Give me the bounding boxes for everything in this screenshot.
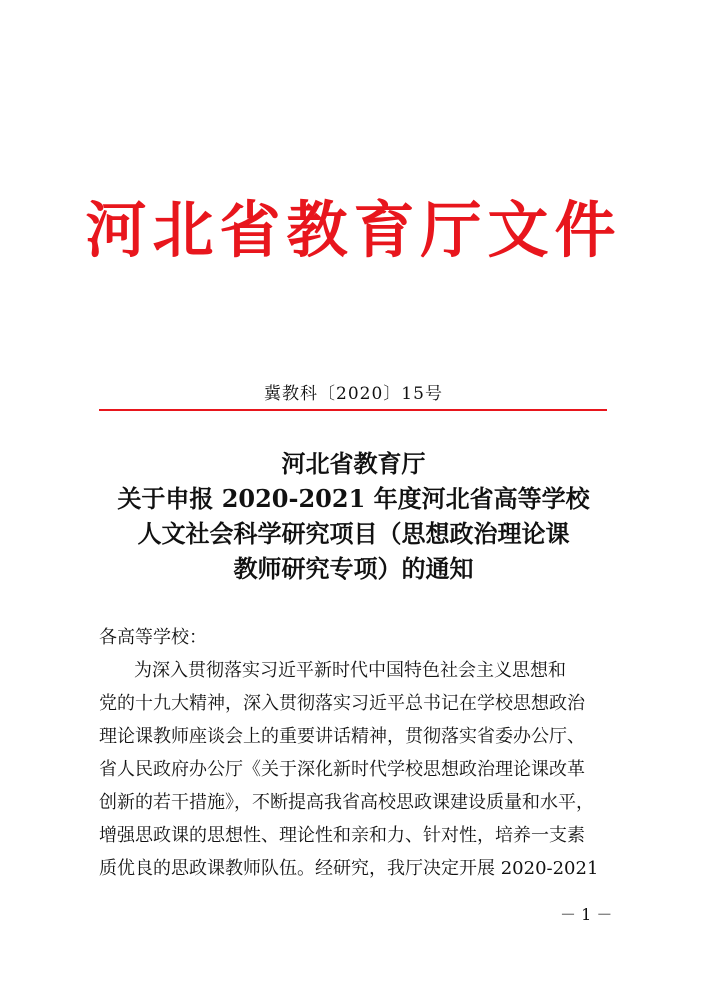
title-line-2: 关于申报 2020-2021 年度河北省高等学校	[117, 484, 590, 513]
body-line-4: 省人民政府办公厅《关于深化新时代学校思想政治理论课改革	[99, 759, 585, 780]
body-line-7: 质优良的思政课教师队伍。经研究，我厅决定开展 2020-2021	[99, 858, 599, 879]
title-line-3: 人文社会科学研究项目（思想政治理论课	[137, 519, 570, 548]
title-line-4: 教师研究专项）的通知	[233, 554, 474, 583]
salutation: 各高等学校：	[99, 627, 207, 648]
body-line-1: 为深入贯彻落实习近平新时代中国特色社会主义思想和	[134, 660, 566, 681]
red-divider-rule	[99, 409, 607, 411]
body-line-5: 创新的若干措施》，不断提高我省高校思政课建设质量和水平，	[99, 792, 594, 813]
notice-title	[80, 446, 627, 586]
document-number: 冀教科〔2020〕15号	[264, 384, 443, 404]
masthead-title: 河北省教育厅文件	[85, 195, 622, 266]
body-line-2: 党的十九大精神，深入贯彻落实习近平总书记在学校思想政治	[99, 693, 585, 714]
body-line-3: 理论课教师座谈会上的重要讲话精神，贯彻落实省委办公厅、	[99, 726, 585, 747]
page-number: － 1 －	[560, 905, 613, 924]
title-line-1: 河北省教育厅	[281, 449, 426, 478]
body-line-6: 增强思政课的思想性、理论性和亲和力、针对性，培养一支素	[99, 825, 585, 846]
